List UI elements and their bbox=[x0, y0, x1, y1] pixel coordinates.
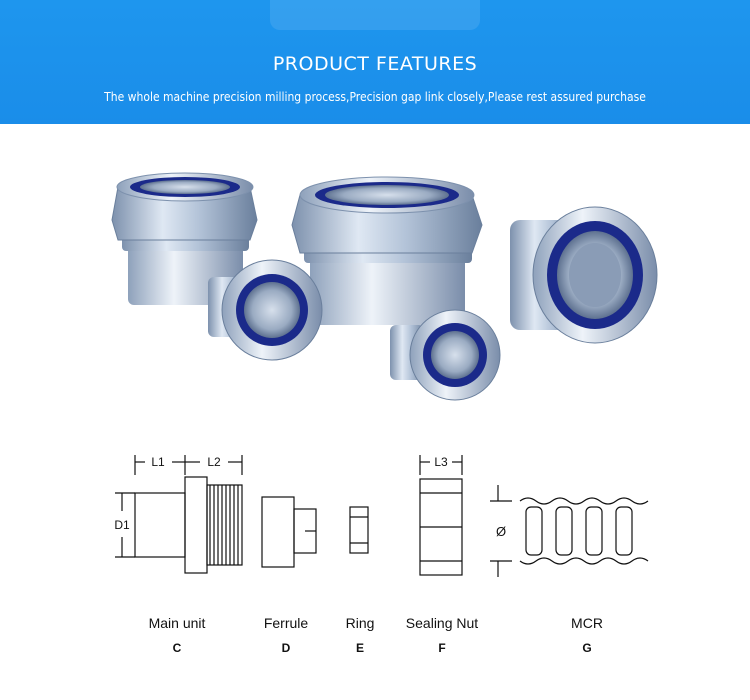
ring-drawing bbox=[350, 507, 368, 553]
header-banner bbox=[0, 0, 750, 124]
ferrule-drawing bbox=[262, 497, 316, 567]
dim-diameter: Ø bbox=[495, 524, 507, 539]
technical-diagram bbox=[100, 445, 660, 605]
part-code-c: C bbox=[172, 641, 182, 655]
product-photo bbox=[100, 165, 680, 415]
part-label-sealing-nut: Sealing Nut bbox=[405, 615, 479, 631]
main-unit-drawing bbox=[115, 455, 242, 573]
part-code-d: D bbox=[281, 641, 291, 655]
banner-subtitle: The whole machine precision milling process,Precision gap link closely,Please rest assured purchase bbox=[104, 90, 646, 104]
dim-l3: L3 bbox=[434, 455, 448, 469]
dim-d1: D1 bbox=[114, 518, 130, 532]
part-code-g: G bbox=[582, 641, 592, 655]
fitting-right bbox=[510, 207, 657, 343]
dim-l1: L1 bbox=[151, 455, 165, 469]
part-label-main-unit: Main unit bbox=[148, 615, 206, 631]
part-label-mcr: MCR bbox=[571, 615, 603, 631]
dim-l2: L2 bbox=[207, 455, 221, 469]
part-code-f: F bbox=[438, 641, 446, 655]
sealing-nut-drawing bbox=[420, 455, 462, 575]
banner-title: PRODUCT FEATURES bbox=[272, 53, 478, 75]
part-label-ferrule: Ferrule bbox=[263, 615, 309, 631]
part-label-ring: Ring bbox=[345, 615, 375, 631]
part-code-e: E bbox=[355, 641, 364, 655]
banner-decoration bbox=[270, 0, 480, 30]
mcr-drawing bbox=[490, 485, 648, 577]
